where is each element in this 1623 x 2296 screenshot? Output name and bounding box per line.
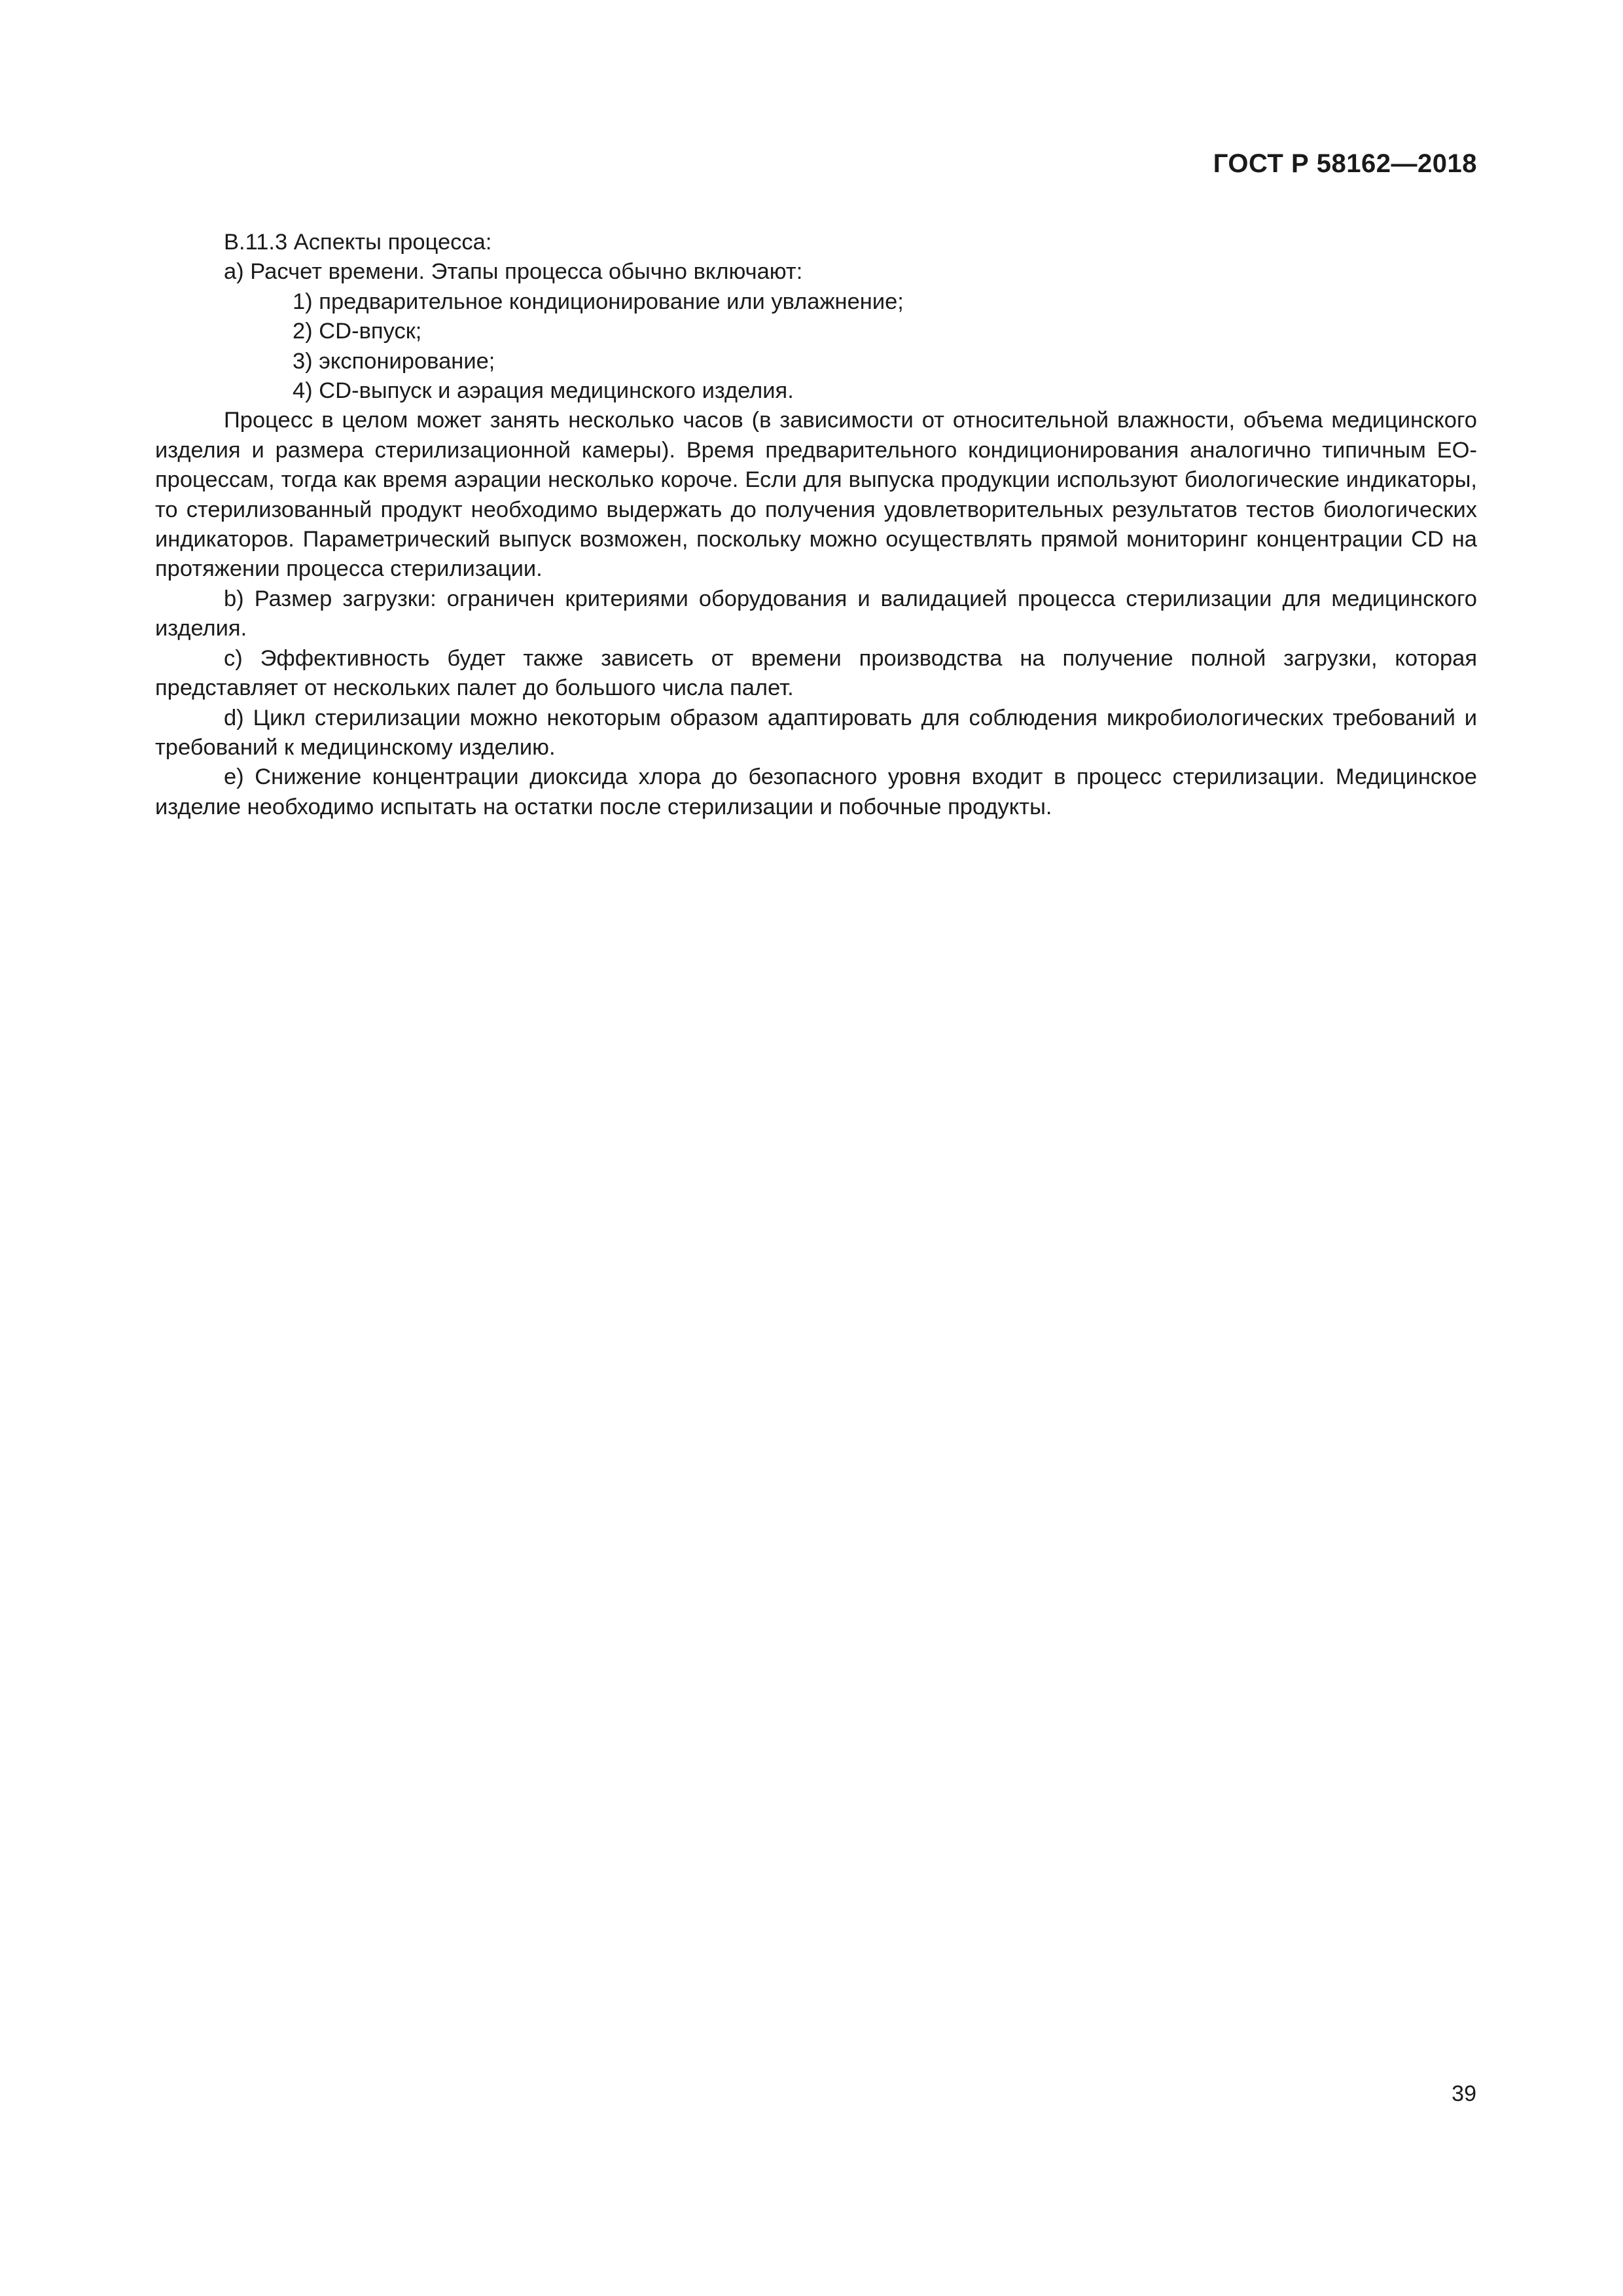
list-item-e: e) Снижение концентрации диоксида хлора до безопасного уровня входит в процесс стерилизации. Медицинское изделие необходимо испытать на остатки после стерилизации и побочные продукты. <box>155 764 1477 819</box>
page-number: 39 <box>1452 2081 1476 2106</box>
document-body <box>155 228 1477 822</box>
process-step-3: 3) экспонирование; <box>293 348 495 374</box>
section-heading: В.11.3 Аспекты процесса: <box>224 230 492 255</box>
process-paragraph: Процесс в целом может занять несколько часов (в зависимости от относительной влажности, объема медицинского изделия и размера стерилизационной камеры). Время предварительного кондиционирования аналогично типичным ЕО-процессам, тогда как время аэрации несколько короче. Если для выпуска продукции используют биологические индикаторы, то стерилизованный продукт необходимо выдержать до получения удовлетворительных результатов тестов биологических индикаторов. Параметрический выпуск возможен, поскольку можно осуществлять прямой мониторинг концентрации CD на протяжении процесса стерилизации. <box>155 408 1477 582</box>
process-step-2: 2) CD-впуск; <box>293 319 422 344</box>
document-header-standard: ГОСТ Р 58162—2018 <box>1213 149 1477 178</box>
process-step-4: 4) CD-выпуск и аэрация медицинского изделия. <box>293 378 794 404</box>
list-item-b: b) Размер загрузки: ограничен критериями оборудования и валидацией процесса стерилизации для медицинского изделия. <box>155 586 1477 641</box>
list-item-a: а) Расчет времени. Этапы процесса обычно включают: <box>224 259 803 285</box>
process-step-1: 1) предварительное кондиционирование или увлажнение; <box>293 289 904 314</box>
list-item-c: c) Эффективность будет также зависеть от времени производства на получение полной загрузки, которая представляет от нескольких палет до большого числа палет. <box>155 645 1477 701</box>
list-item-d: d) Цикл стерилизации можно некоторым образом адаптировать для соблюдения микробиологических требований и требований к медицинскому изделию. <box>155 705 1477 760</box>
